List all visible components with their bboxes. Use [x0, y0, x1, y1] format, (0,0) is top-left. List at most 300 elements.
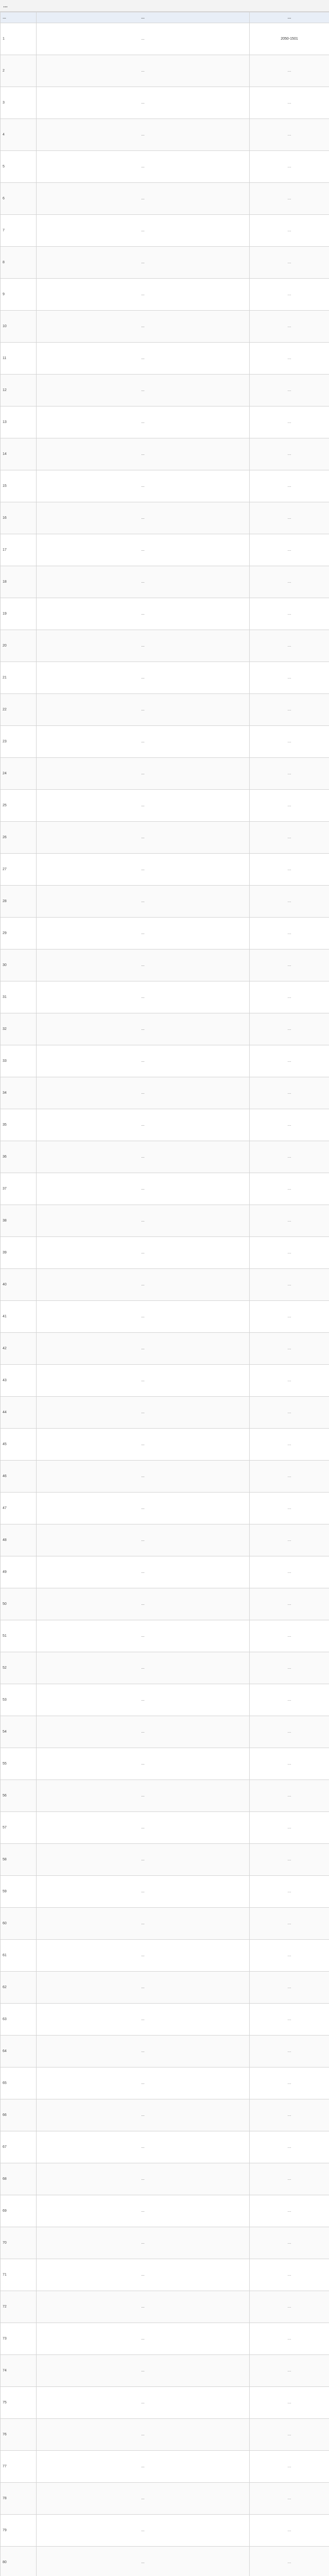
row-issn: … — [250, 2131, 329, 2163]
row-issn: … — [250, 1556, 329, 1588]
row-index: 58 — [1, 1844, 37, 1876]
row-issn: … — [250, 2387, 329, 2419]
row-issn: … — [250, 758, 329, 790]
row-index: 1 — [1, 23, 37, 55]
row-issn: … — [250, 1844, 329, 1876]
table-row — [1, 1844, 329, 1876]
row-index: 18 — [1, 566, 37, 598]
row-journal-name: … — [37, 918, 250, 950]
table-row — [1, 119, 329, 151]
row-issn: … — [250, 1045, 329, 1077]
row-index: 29 — [1, 918, 37, 950]
table-row — [1, 55, 329, 87]
row-issn: … — [250, 566, 329, 598]
table-row — [1, 822, 329, 854]
row-index: 42 — [1, 1333, 37, 1365]
row-journal-name: … — [37, 662, 250, 694]
row-issn: … — [250, 1748, 329, 1780]
row-index: 30 — [1, 950, 37, 981]
table-row — [1, 2131, 329, 2163]
row-index: 44 — [1, 1397, 37, 1429]
row-journal-name: … — [37, 2227, 250, 2259]
journal-table-wrap — [0, 12, 329, 2576]
row-index: 16 — [1, 502, 37, 534]
row-index: 67 — [1, 2131, 37, 2163]
table-row — [1, 2323, 329, 2355]
row-issn: … — [250, 2355, 329, 2387]
row-index: 59 — [1, 1876, 37, 1908]
row-journal-name: … — [37, 981, 250, 1013]
row-index: 10 — [1, 311, 37, 343]
row-issn: … — [250, 1908, 329, 1940]
row-issn: … — [250, 470, 329, 502]
table-row — [1, 1524, 329, 1556]
header-issn: … — [250, 12, 329, 23]
row-issn: … — [250, 2099, 329, 2131]
row-journal-name: … — [37, 279, 250, 311]
row-journal-name: … — [37, 1493, 250, 1524]
row-issn: … — [250, 1205, 329, 1237]
row-journal-name: … — [37, 1429, 250, 1461]
row-issn: … — [250, 790, 329, 822]
table-row — [1, 1237, 329, 1269]
row-journal-name: … — [37, 854, 250, 886]
row-index: 69 — [1, 2195, 37, 2227]
table-row — [1, 1109, 329, 1141]
row-index: 53 — [1, 1684, 37, 1716]
row-issn: … — [250, 1716, 329, 1748]
row-index: 17 — [1, 534, 37, 566]
row-journal-name: … — [37, 183, 250, 215]
row-issn: … — [250, 87, 329, 119]
table-row — [1, 1908, 329, 1940]
row-journal-name: … — [37, 2451, 250, 2483]
row-index: 66 — [1, 2099, 37, 2131]
row-journal-name: … — [37, 2387, 250, 2419]
row-index: 75 — [1, 2387, 37, 2419]
row-issn: … — [250, 1333, 329, 1365]
row-journal-name: … — [37, 758, 250, 790]
row-index: 57 — [1, 1812, 37, 1844]
row-journal-name: … — [37, 886, 250, 918]
row-issn: … — [250, 1237, 329, 1269]
row-issn: … — [250, 1301, 329, 1333]
header-row — [1, 12, 329, 23]
table-row — [1, 2004, 329, 2036]
row-issn: … — [250, 2451, 329, 2483]
row-index: 38 — [1, 1205, 37, 1237]
row-index: 14 — [1, 438, 37, 470]
row-issn: … — [250, 1972, 329, 2004]
row-journal-name: … — [37, 1524, 250, 1556]
row-index: 73 — [1, 2323, 37, 2355]
row-journal-name: … — [37, 2515, 250, 2547]
table-row — [1, 2547, 329, 2576]
row-issn: … — [250, 1429, 329, 1461]
row-issn: … — [250, 694, 329, 726]
table-row — [1, 23, 329, 55]
row-issn: … — [250, 854, 329, 886]
row-issn: … — [250, 2323, 329, 2355]
row-journal-name: … — [37, 630, 250, 662]
table-row — [1, 375, 329, 406]
row-index: 41 — [1, 1301, 37, 1333]
table-row — [1, 1748, 329, 1780]
row-issn: … — [250, 1397, 329, 1429]
table-row — [1, 1269, 329, 1301]
row-index: 48 — [1, 1524, 37, 1556]
table-body — [1, 23, 329, 2576]
row-journal-name: … — [37, 598, 250, 630]
table-row — [1, 1429, 329, 1461]
table-row — [1, 1716, 329, 1748]
row-issn: … — [250, 2547, 329, 2576]
row-journal-name: … — [37, 1013, 250, 1045]
row-issn: … — [250, 1365, 329, 1397]
row-journal-name: … — [37, 2483, 250, 2515]
row-journal-name: … — [37, 2419, 250, 2451]
row-journal-name: … — [37, 2099, 250, 2131]
row-issn: … — [250, 981, 329, 1013]
table-row — [1, 1972, 329, 2004]
table-row — [1, 87, 329, 119]
row-index: 22 — [1, 694, 37, 726]
row-journal-name: … — [37, 1748, 250, 1780]
row-index: 52 — [1, 1652, 37, 1684]
row-journal-name: … — [37, 2547, 250, 2576]
row-index: 77 — [1, 2451, 37, 2483]
header-journal-name: … — [37, 12, 250, 23]
row-journal-name: … — [37, 2195, 250, 2227]
row-issn: … — [250, 119, 329, 151]
row-journal-name: … — [37, 438, 250, 470]
table-row — [1, 1876, 329, 1908]
table-row — [1, 598, 329, 630]
row-journal-name: … — [37, 1333, 250, 1365]
row-index: 76 — [1, 2419, 37, 2451]
row-issn: … — [250, 502, 329, 534]
row-index: 70 — [1, 2227, 37, 2259]
table-row — [1, 406, 329, 438]
table-row — [1, 2163, 329, 2195]
table-row — [1, 1333, 329, 1365]
table-row — [1, 886, 329, 918]
table-row — [1, 1461, 329, 1493]
table-row — [1, 2451, 329, 2483]
row-issn: … — [250, 1652, 329, 1684]
row-issn: … — [250, 726, 329, 758]
row-issn: … — [250, 1620, 329, 1652]
journal-table — [0, 12, 329, 2576]
table-row — [1, 343, 329, 375]
row-journal-name: … — [37, 2355, 250, 2387]
row-index: 55 — [1, 1748, 37, 1780]
table-row — [1, 311, 329, 343]
row-issn: … — [250, 630, 329, 662]
row-journal-name: … — [37, 1780, 250, 1812]
row-issn: … — [250, 1077, 329, 1109]
row-issn: … — [250, 2004, 329, 2036]
row-index: 4 — [1, 119, 37, 151]
table-row — [1, 662, 329, 694]
row-journal-name: … — [37, 2291, 250, 2323]
table-row — [1, 1493, 329, 1524]
row-issn: … — [250, 2067, 329, 2099]
table-row — [1, 790, 329, 822]
row-journal-name: … — [37, 1301, 250, 1333]
table-row — [1, 1556, 329, 1588]
row-journal-name: … — [37, 1876, 250, 1908]
row-journal-name: … — [37, 566, 250, 598]
row-journal-name: … — [37, 343, 250, 375]
row-journal-name: … — [37, 1045, 250, 1077]
table-row — [1, 1397, 329, 1429]
row-journal-name: … — [37, 1237, 250, 1269]
table-row — [1, 2259, 329, 2291]
row-issn: … — [250, 662, 329, 694]
row-index: 64 — [1, 2036, 37, 2067]
table-row — [1, 1812, 329, 1844]
row-journal-name: … — [37, 502, 250, 534]
row-journal-name: … — [37, 1269, 250, 1301]
row-issn: … — [250, 1141, 329, 1173]
table-row — [1, 694, 329, 726]
row-index: 31 — [1, 981, 37, 1013]
table-row — [1, 1173, 329, 1205]
row-index: 19 — [1, 598, 37, 630]
table-row — [1, 1780, 329, 1812]
table-row — [1, 438, 329, 470]
row-index: 3 — [1, 87, 37, 119]
row-journal-name: … — [37, 23, 250, 55]
row-index: 8 — [1, 247, 37, 279]
row-journal-name: … — [37, 215, 250, 247]
row-index: 49 — [1, 1556, 37, 1588]
table-row — [1, 2291, 329, 2323]
table-row — [1, 1141, 329, 1173]
row-issn: … — [250, 1173, 329, 1205]
row-issn: … — [250, 918, 329, 950]
row-index: 2 — [1, 55, 37, 87]
table-row — [1, 1588, 329, 1620]
row-index: 25 — [1, 790, 37, 822]
table-row — [1, 2195, 329, 2227]
row-journal-name: … — [37, 1365, 250, 1397]
row-index: 60 — [1, 1908, 37, 1940]
row-index: 12 — [1, 375, 37, 406]
row-index: 34 — [1, 1077, 37, 1109]
row-journal-name: … — [37, 534, 250, 566]
row-journal-name: … — [37, 950, 250, 981]
row-issn: … — [250, 2419, 329, 2451]
table-row — [1, 1205, 329, 1237]
row-issn: … — [250, 1461, 329, 1493]
row-journal-name: … — [37, 2259, 250, 2291]
row-issn: … — [250, 1524, 329, 1556]
row-journal-name: … — [37, 1652, 250, 1684]
row-journal-name: … — [37, 55, 250, 87]
row-index: 5 — [1, 151, 37, 183]
row-index: 43 — [1, 1365, 37, 1397]
table-row — [1, 534, 329, 566]
table-row — [1, 758, 329, 790]
row-issn: … — [250, 1876, 329, 1908]
row-journal-name: … — [37, 151, 250, 183]
row-journal-name: … — [37, 726, 250, 758]
row-index: 68 — [1, 2163, 37, 2195]
row-index: 65 — [1, 2067, 37, 2099]
row-journal-name: … — [37, 311, 250, 343]
row-index: 7 — [1, 215, 37, 247]
table-row — [1, 502, 329, 534]
header-index: … — [1, 12, 37, 23]
table-row — [1, 1045, 329, 1077]
table-row — [1, 950, 329, 981]
row-journal-name: … — [37, 1461, 250, 1493]
row-index: 39 — [1, 1237, 37, 1269]
row-journal-name: … — [37, 87, 250, 119]
row-journal-name: … — [37, 1940, 250, 1972]
table-row — [1, 1940, 329, 1972]
row-issn: … — [250, 598, 329, 630]
table-row — [1, 215, 329, 247]
table-row — [1, 1620, 329, 1652]
table-row — [1, 1684, 329, 1716]
row-issn: … — [250, 2163, 329, 2195]
row-journal-name: … — [37, 2323, 250, 2355]
row-issn: … — [250, 1013, 329, 1045]
row-index: 33 — [1, 1045, 37, 1077]
row-index: 63 — [1, 2004, 37, 2036]
row-issn: … — [250, 2036, 329, 2067]
row-journal-name: … — [37, 2131, 250, 2163]
row-index: 62 — [1, 1972, 37, 2004]
row-index: 28 — [1, 886, 37, 918]
row-issn: … — [250, 311, 329, 343]
row-issn: … — [250, 2227, 329, 2259]
table-row — [1, 2419, 329, 2451]
row-index: 26 — [1, 822, 37, 854]
row-journal-name: … — [37, 2036, 250, 2067]
row-issn: … — [250, 2195, 329, 2227]
table-row — [1, 247, 329, 279]
row-index: 51 — [1, 1620, 37, 1652]
row-index: 71 — [1, 2259, 37, 2291]
row-index: 20 — [1, 630, 37, 662]
row-index: 54 — [1, 1716, 37, 1748]
row-issn: … — [250, 279, 329, 311]
row-index: 36 — [1, 1141, 37, 1173]
row-issn: … — [250, 343, 329, 375]
row-issn: … — [250, 950, 329, 981]
table-row — [1, 2355, 329, 2387]
row-index: 61 — [1, 1940, 37, 1972]
table-row — [1, 2036, 329, 2067]
table-row — [1, 183, 329, 215]
row-index: 13 — [1, 406, 37, 438]
row-issn: … — [250, 1109, 329, 1141]
table-row — [1, 1077, 329, 1109]
row-index: 56 — [1, 1780, 37, 1812]
row-index: 27 — [1, 854, 37, 886]
row-journal-name: … — [37, 1109, 250, 1141]
row-journal-name: … — [37, 1205, 250, 1237]
row-journal-name: … — [37, 2004, 250, 2036]
row-journal-name: … — [37, 1844, 250, 1876]
row-index: 40 — [1, 1269, 37, 1301]
sheet-title: … — [0, 0, 329, 12]
table-row — [1, 566, 329, 598]
row-journal-name: … — [37, 1684, 250, 1716]
row-issn: … — [250, 375, 329, 406]
table-row — [1, 151, 329, 183]
row-journal-name: … — [37, 1620, 250, 1652]
row-issn: … — [250, 1684, 329, 1716]
row-index: 32 — [1, 1013, 37, 1045]
row-index: 46 — [1, 1461, 37, 1493]
row-issn: … — [250, 55, 329, 87]
table-row — [1, 918, 329, 950]
table-row — [1, 726, 329, 758]
row-index: 50 — [1, 1588, 37, 1620]
row-index: 37 — [1, 1173, 37, 1205]
row-journal-name: … — [37, 1908, 250, 1940]
table-row — [1, 1013, 329, 1045]
row-issn: … — [250, 438, 329, 470]
row-index: 74 — [1, 2355, 37, 2387]
row-index: 24 — [1, 758, 37, 790]
row-journal-name: … — [37, 247, 250, 279]
row-journal-name: … — [37, 2163, 250, 2195]
row-journal-name: … — [37, 790, 250, 822]
row-journal-name: … — [37, 1141, 250, 1173]
row-issn: … — [250, 534, 329, 566]
row-index: 78 — [1, 2483, 37, 2515]
table-row — [1, 630, 329, 662]
row-issn: … — [250, 151, 329, 183]
row-journal-name: … — [37, 1812, 250, 1844]
row-journal-name: … — [37, 406, 250, 438]
row-index: 15 — [1, 470, 37, 502]
row-index: 35 — [1, 1109, 37, 1141]
row-issn: … — [250, 2291, 329, 2323]
table-row — [1, 2483, 329, 2515]
table-row — [1, 981, 329, 1013]
row-issn: … — [250, 1780, 329, 1812]
row-journal-name: … — [37, 119, 250, 151]
row-journal-name: … — [37, 1588, 250, 1620]
row-issn: … — [250, 822, 329, 854]
row-issn: … — [250, 1493, 329, 1524]
table-row — [1, 2387, 329, 2419]
table-row — [1, 1301, 329, 1333]
row-issn: … — [250, 2483, 329, 2515]
row-index: 9 — [1, 279, 37, 311]
table-row — [1, 2515, 329, 2547]
row-journal-name: … — [37, 1077, 250, 1109]
row-journal-name: … — [37, 375, 250, 406]
row-index: 79 — [1, 2515, 37, 2547]
table-row — [1, 2099, 329, 2131]
row-journal-name: … — [37, 2067, 250, 2099]
row-issn: 2050-1501 — [250, 23, 329, 55]
row-journal-name: … — [37, 1716, 250, 1748]
table-row — [1, 2227, 329, 2259]
row-issn: … — [250, 2515, 329, 2547]
table-row — [1, 854, 329, 886]
row-index: 11 — [1, 343, 37, 375]
row-journal-name: … — [37, 1972, 250, 2004]
